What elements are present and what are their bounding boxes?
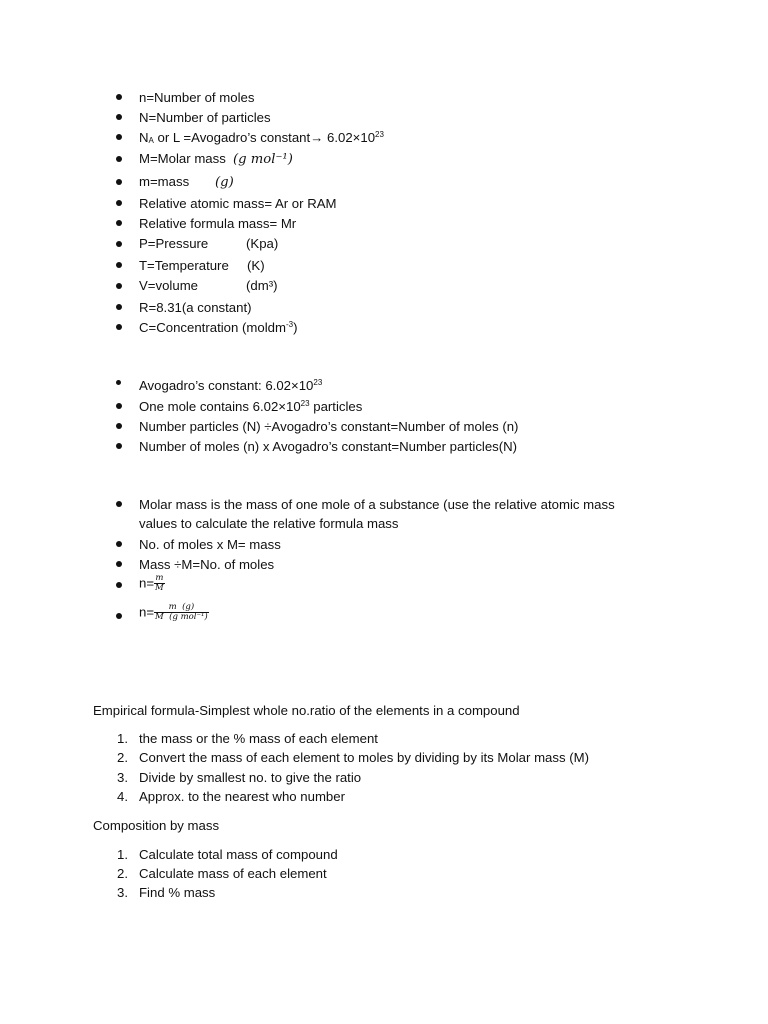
step-number: 2.	[117, 866, 128, 881]
composition-step: Calculate total mass of compound	[139, 847, 338, 862]
bullet	[116, 501, 122, 507]
molar-mass-definition-cont: values to calculate the relative formula mass	[139, 516, 399, 531]
def-molar-mass	[139, 151, 293, 168]
unit: (K)	[247, 258, 265, 273]
bullet	[116, 94, 122, 100]
composition-heading: Composition by mass	[93, 818, 220, 833]
exponent: 23	[313, 378, 323, 387]
def-concentration	[139, 320, 298, 336]
mass-div-m: Mass ÷M=No. of moles	[139, 557, 275, 572]
numerator: m (g)	[168, 602, 195, 612]
def-temperature	[139, 258, 265, 274]
empirical-step: the mass or the % mass of each element	[139, 731, 378, 746]
label: C=Concentration (moldm	[139, 320, 286, 335]
tail: particles	[309, 399, 363, 414]
arrow-icon: →	[310, 130, 324, 145]
bullet	[116, 582, 122, 588]
na-symbol: N	[139, 130, 149, 145]
def-pressure	[139, 236, 278, 252]
formula-n-units	[139, 603, 209, 622]
empirical-step: Convert the mass of each element to moles by dividing by its Molar mass (M)	[139, 750, 590, 765]
def-n: n=Number of moles	[139, 90, 255, 105]
unit: (dm³)	[246, 278, 278, 293]
bullet	[116, 200, 122, 206]
denominator: M	[155, 582, 164, 593]
def-ram: Relative atomic mass= Ar or RAM	[139, 196, 337, 211]
fraction	[154, 603, 209, 622]
avogadro-constant	[139, 378, 322, 394]
lhs: n=	[139, 604, 155, 620]
na-text: or L =Avogadro’s constant	[153, 130, 311, 145]
empirical-heading: Empirical formula-Simplest whole no.ratio of the elements in a compound	[93, 703, 520, 718]
bullet	[116, 114, 122, 120]
bullet	[116, 220, 122, 226]
na-value: 6.02×10	[323, 130, 376, 145]
composition-step: Calculate mass of each element	[139, 866, 327, 881]
step-number: 4.	[117, 789, 128, 804]
lhs: n=	[139, 575, 155, 591]
step-number: 1.	[117, 731, 128, 746]
tail: )	[293, 320, 298, 335]
label: P=Pressure	[139, 236, 209, 251]
one-mole	[139, 399, 362, 415]
label: T=Temperature	[139, 258, 229, 273]
def-mass	[139, 174, 234, 191]
step-number: 2.	[117, 750, 128, 765]
particles-to-moles: Number particles (N) ÷Avogadro’s constant=Number of moles (n)	[139, 419, 519, 434]
def-N: N=Number of particles	[139, 110, 271, 125]
def-avogadro	[139, 130, 384, 146]
bullet	[116, 380, 121, 385]
moles-to-particles: Number of moles (n) x Avogadro’s constant=Number particles(N)	[139, 439, 518, 454]
unit: (g mol⁻¹)	[233, 152, 293, 167]
empirical-step: Divide by smallest no. to give the ratio	[139, 770, 362, 785]
molar-mass-definition: Molar mass is the mass of one mole of a substance (use the relative atomic mass	[139, 497, 615, 512]
bullet	[116, 304, 122, 310]
bullet	[116, 262, 122, 268]
step-number: 3.	[117, 770, 128, 785]
step-number: 3.	[117, 885, 128, 900]
unit: (g)	[215, 175, 234, 190]
bullet	[116, 561, 122, 567]
bullet	[116, 134, 122, 140]
bullet	[116, 324, 122, 330]
label: M=Molar mass	[139, 151, 226, 166]
unit: (Kpa)	[246, 236, 279, 251]
exponent: 23	[300, 399, 310, 408]
exponent: -3	[285, 320, 294, 329]
step-number: 1.	[117, 847, 128, 862]
label: m=mass	[139, 174, 190, 189]
text: Avogadro’s constant: 6.02×10	[139, 378, 314, 393]
fraction	[154, 574, 165, 593]
def-volume	[139, 278, 278, 294]
def-gas-constant: R=8.31(a constant)	[139, 300, 252, 315]
moles-times-m: No. of moles x M= mass	[139, 537, 281, 552]
formula-n-m-over-M	[139, 574, 165, 593]
na-exponent: 23	[375, 130, 384, 139]
na-subscript: A	[148, 136, 154, 145]
text: One mole contains 6.02×10	[139, 399, 301, 414]
def-rfm: Relative formula mass= Mr	[139, 216, 297, 231]
bullet	[116, 283, 122, 289]
bullet	[116, 613, 122, 619]
bullet	[116, 156, 122, 162]
bullet	[116, 241, 122, 247]
bullet	[116, 179, 122, 185]
denominator: M (g mol⁻¹)	[155, 611, 208, 622]
bullet	[116, 403, 122, 409]
bullet	[116, 541, 122, 547]
empirical-step: Approx. to the nearest who number	[139, 789, 345, 804]
bullet	[116, 423, 122, 429]
label: V=volume	[139, 278, 199, 293]
numerator: m	[155, 573, 164, 583]
composition-step: Find % mass	[139, 885, 216, 900]
bullet	[116, 443, 122, 449]
